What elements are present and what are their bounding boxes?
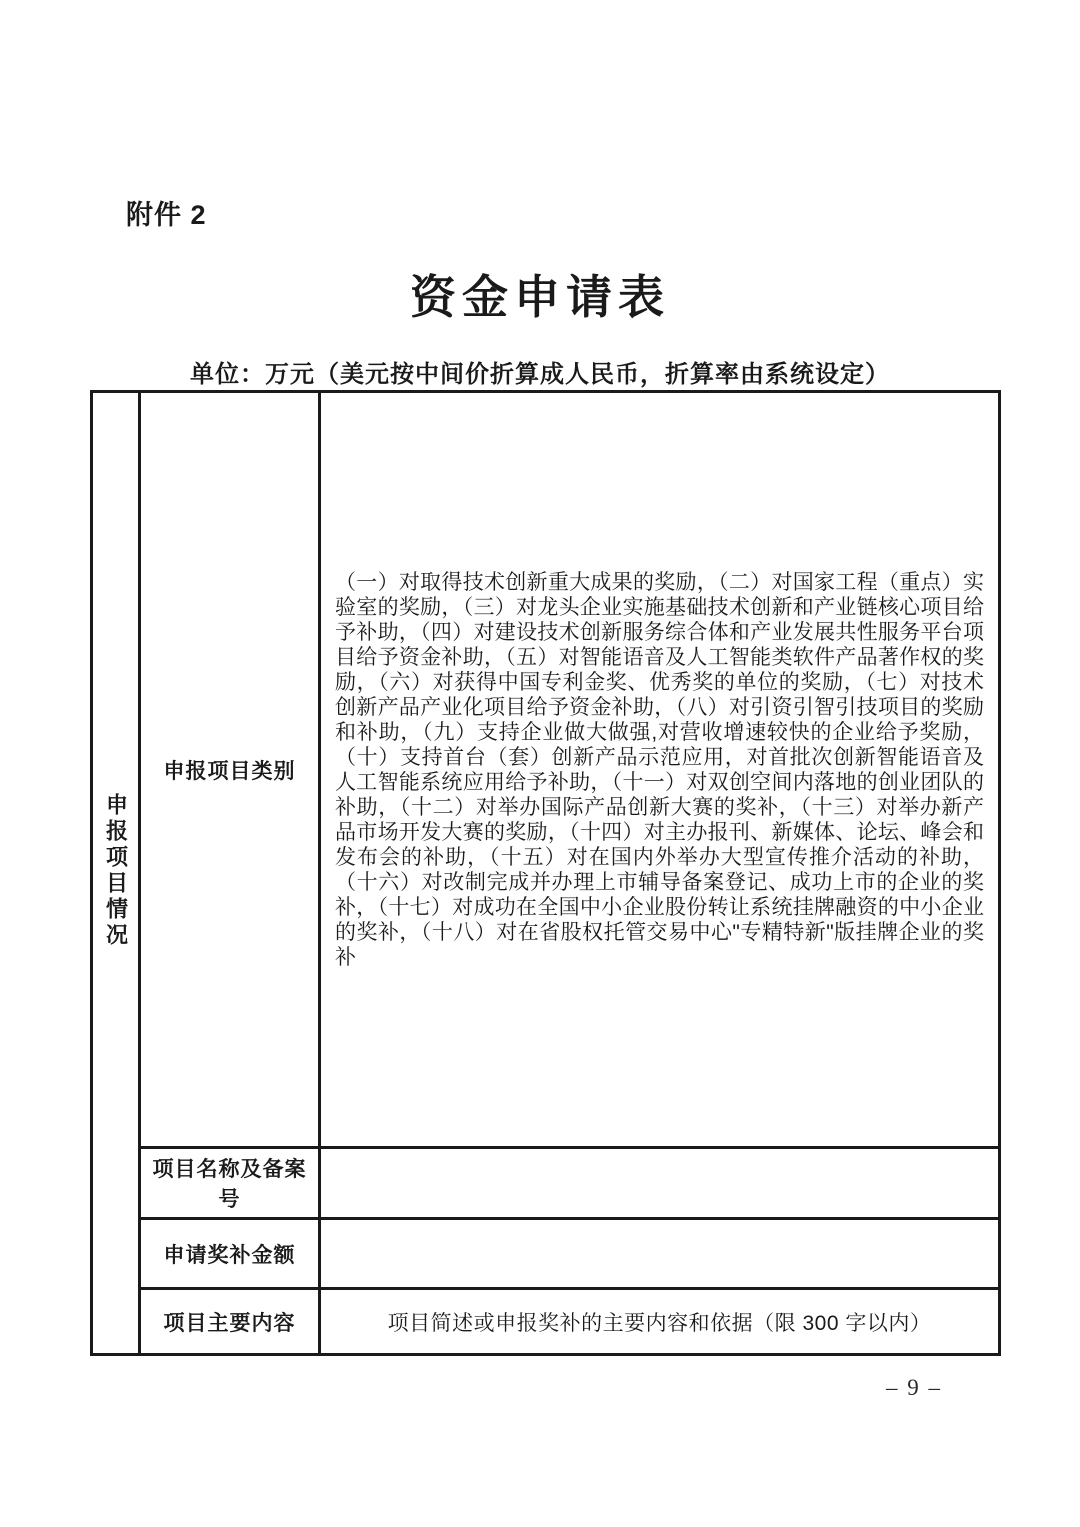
project-category-content: （一）对取得技术创新重大成果的奖励，（二）对国家工程（重点）实验室的奖励，（三）对龙头企业实施基础技术创新和产业链核心项目给予补助，（四）对建设技术创新服务综合体和产业发展共性服务平台项目给予资金补助，（五）对智能语音及人工智能类软件产品著作权的奖励，（六）对获得中国专利金奖、优秀奖的单位的奖励，（七）对技术创新产品产业化项目给予资金补助，（八）对引资引智引技项目的奖励和补助，（九）支持企业做大做强,对营收增速较快的企业给予奖励，（十）支持首台（套）创新产品示范应用，对首批次创新智能语音及人工智能系统应用给予补助，（十一）对双创空间内落地的创业团队的补助，（十二）对举办国际产品创新大赛的奖补，（十三）对举办新产品市场开发大赛的奖励，（十四）对主办报刊、新媒体、论坛、峰会和发布会的补助，（十五）对在国内外举办大型宣传推介活动的补助，（十六）对改制完成并办理上市辅导备案登记、成功上市的企业的奖补，（十七）对成功在全国中小企业股份转让系统挂牌融资的中小企业的奖补，（十八）对在省股权托管交易中心"专精特新"版挂牌企业的奖补 (320, 392, 1000, 1148)
application-form-table (90, 390, 1001, 1356)
row-label-project-name: 项目名称及备案号 (140, 1148, 320, 1219)
amount-field (320, 1219, 1000, 1289)
page-title: 资金申请表 (410, 272, 670, 323)
page-number: – 9 – (886, 1375, 942, 1400)
main-content-hint: 项目简述或申报奖补的主要内容和依据（限 300 字以内） (320, 1289, 1000, 1355)
table-row-main-content (92, 1289, 1000, 1355)
row-label-amount: 申请奖补金额 (140, 1219, 320, 1289)
row-label-project-category: 申报项目类别 (140, 392, 320, 1148)
table-row-project-name (92, 1148, 1000, 1219)
section-label: 申报项目情况 (103, 792, 129, 949)
project-name-field (320, 1148, 1000, 1219)
table-row-category (92, 392, 1000, 1148)
unit-note: 单位：万元（美元按中间价折算成人民币，折算率由系统设定） (190, 361, 890, 388)
table-row-amount (92, 1219, 1000, 1289)
row-label-main-content: 项目主要内容 (140, 1289, 320, 1355)
section-header-cell (92, 392, 140, 1355)
attachment-label: 附件 2 (126, 200, 207, 230)
